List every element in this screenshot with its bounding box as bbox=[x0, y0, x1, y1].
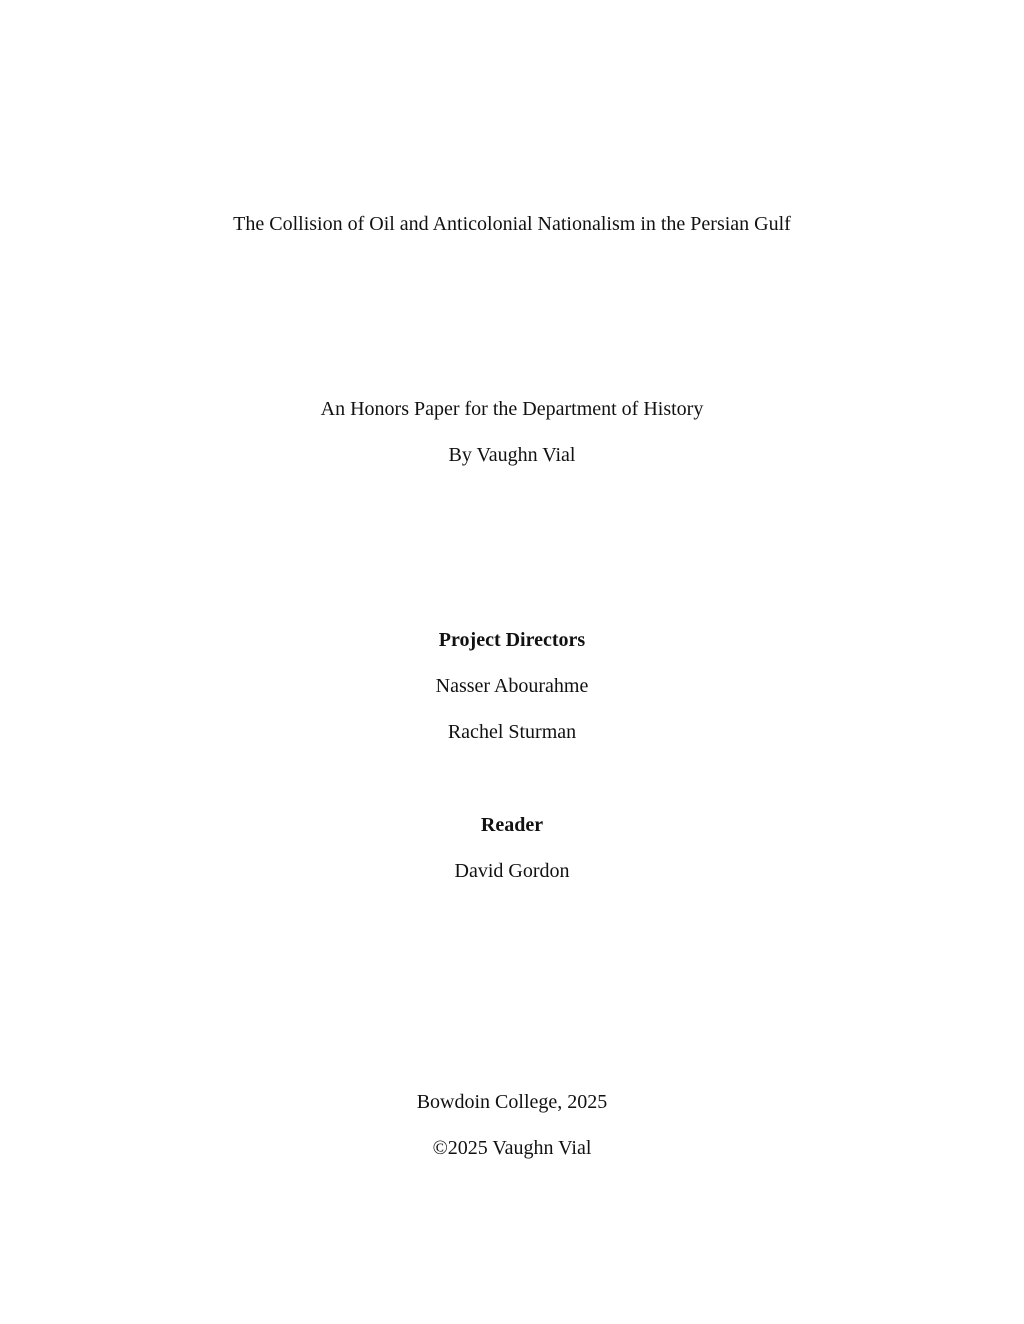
project-director-name: Rachel Sturman bbox=[447, 721, 577, 743]
institution-year: Bowdoin College, 2025 bbox=[416, 1091, 608, 1113]
project-director-name: Nasser Abourahme bbox=[435, 675, 589, 697]
author-byline: By Vaughn Vial bbox=[448, 444, 576, 466]
reader-heading: Reader bbox=[480, 814, 544, 836]
paper-subtitle: An Honors Paper for the Department of History bbox=[320, 398, 704, 420]
reader-name: David Gordon bbox=[454, 860, 570, 882]
copyright-notice: ©2025 Vaughn Vial bbox=[432, 1137, 592, 1159]
project-directors-heading: Project Directors bbox=[438, 629, 586, 651]
paper-title: The Collision of Oil and Anticolonial Nationalism in the Persian Gulf bbox=[233, 213, 791, 235]
